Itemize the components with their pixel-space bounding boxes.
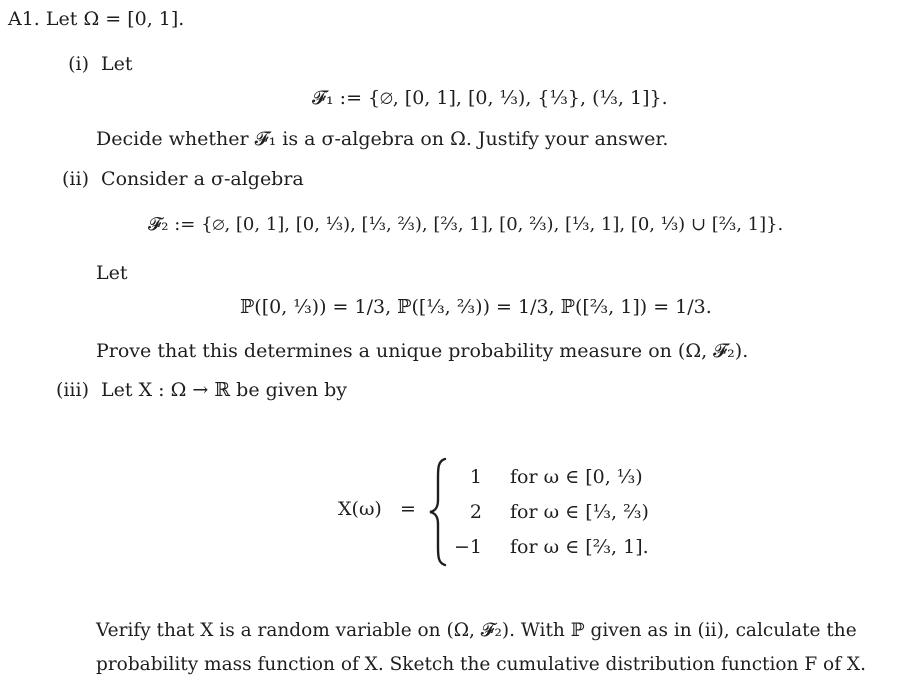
sigma-algebra-f1-display: 𝓕₁ := {∅, [0, 1], [0, ¹⁄₃), {¹⁄₃}, (¹⁄₃, 1]}. <box>312 87 668 109</box>
piecewise-equals: = <box>400 498 416 520</box>
part-iii-header <box>51 381 347 400</box>
case-3-value: −1 <box>453 536 482 558</box>
part-iii-label: (iii) <box>55 379 89 401</box>
part-ii-question: Prove that this determines a unique probability measure on (Ω, 𝓕₂). <box>96 340 749 362</box>
part-iii-question-line-1: Verify that X is a random variable on (Ω, 𝓕₂). With ℙ given as in (ii), calculate the <box>96 620 857 641</box>
probability-assignment-display: ℙ([0, ¹⁄₃)) = 1/3, ℙ([¹⁄₃, ²⁄₃)) = 1/3, ℙ([²⁄₃, 1]) = 1/3. <box>240 296 712 318</box>
problem-number: A1. <box>8 8 40 30</box>
part-i-label: (i) <box>68 53 89 75</box>
part-ii-lead: Consider a σ-algebra <box>101 168 304 190</box>
part-ii-header <box>57 170 304 189</box>
sigma-algebra-f2-display: 𝓕₂ := {∅, [0, 1], [0, ¹⁄₃), [¹⁄₃, ²⁄₃), [²⁄₃, 1], [0, ²⁄₃), [¹⁄₃, 1], [0, ¹⁄₃) ∪ [²⁄₃, 1]}. <box>148 214 784 235</box>
left-brace-icon <box>428 456 450 568</box>
piecewise-lhs: X(ω) <box>338 498 382 520</box>
part-iii-question-line-2: probability mass function of X. Sketch the cumulative distribution function F of X. <box>96 654 866 675</box>
case-1-value: 1 <box>469 466 482 488</box>
case-1-condition: for ω ∈ [0, ¹⁄₃) <box>510 466 643 488</box>
case-3-condition: for ω ∈ [²⁄₃, 1]. <box>510 536 649 558</box>
part-iii-lead: Let X : Ω → ℝ be given by <box>101 379 348 401</box>
part-i-header <box>63 55 133 74</box>
case-2-condition: for ω ∈ [¹⁄₃, ²⁄₃) <box>510 501 649 523</box>
part-ii-let: Let <box>96 262 128 284</box>
part-i-lead: Let <box>101 53 133 75</box>
part-i-question: Decide whether 𝓕₁ is a σ-algebra on Ω. Justify your answer. <box>96 128 669 150</box>
problem-heading-line <box>8 10 184 29</box>
problem-intro: Let Ω = [0, 1]. <box>45 8 185 30</box>
case-2-value: 2 <box>469 501 482 523</box>
part-ii-label: (ii) <box>62 168 89 190</box>
